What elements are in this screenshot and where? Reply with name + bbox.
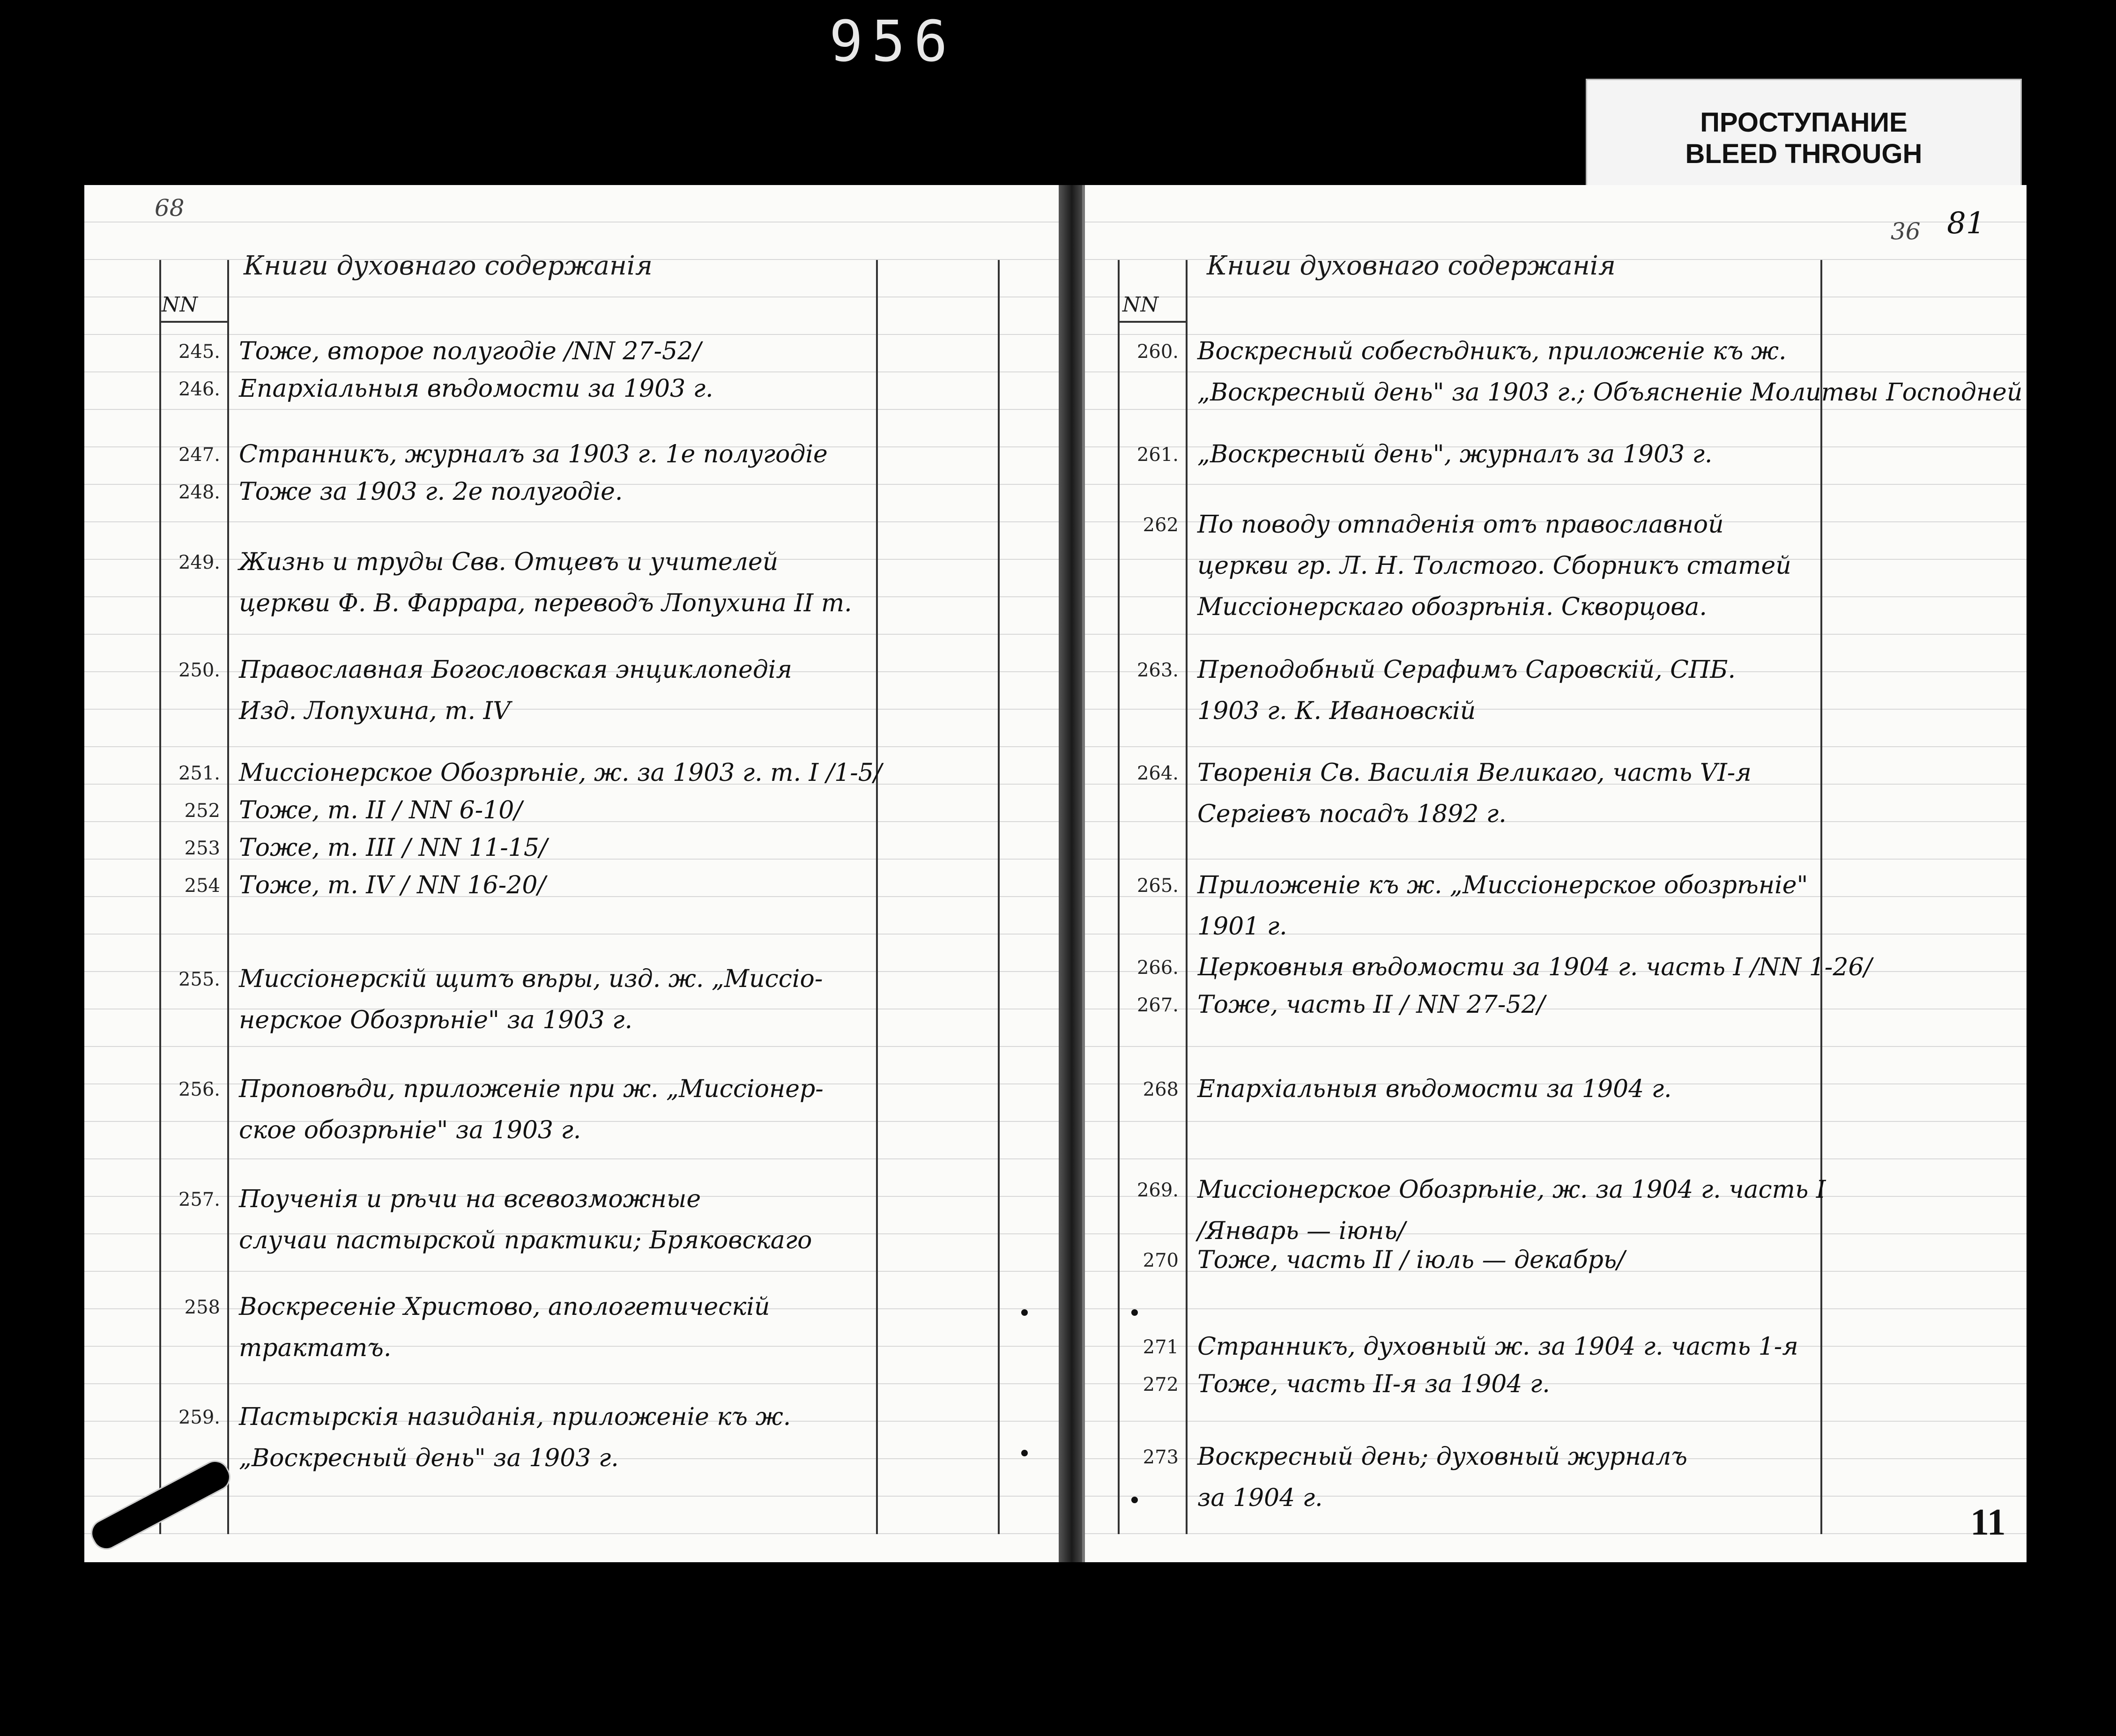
tag-line-english: BLEED THROUGH bbox=[1685, 139, 1923, 169]
entry-number: 263. bbox=[1136, 660, 1179, 681]
entry-title-line: Воскресный день; духовный журналъ bbox=[1197, 1443, 1688, 1471]
left-nn-label: NN bbox=[162, 293, 198, 317]
entry-number: 258 bbox=[184, 1297, 220, 1318]
tag-line-russian: ПРОСТУПАНИЕ bbox=[1700, 107, 1908, 138]
entry-title-line: случаи пастырской практики; Бряковскаго bbox=[239, 1226, 812, 1254]
entry-number: 267. bbox=[1136, 994, 1179, 1016]
right-number-column-rule bbox=[1186, 260, 1188, 1534]
entry-title-line: Жизнь и труды Свв. Отцевъ и учителей bbox=[239, 548, 779, 576]
entry-number: 272 bbox=[1143, 1374, 1179, 1395]
entry-title-line: Церковныя вѣдомости за 1904 г. часть I /NN 1-26/ bbox=[1197, 953, 1872, 981]
right-header-rule bbox=[1118, 321, 1186, 323]
entry-title-line: Тоже, второе полугодіе /NN 27-52/ bbox=[239, 337, 701, 365]
entry-title-line: Православная Богословская энциклопедія bbox=[239, 656, 792, 684]
entry-number: 261. bbox=[1136, 444, 1179, 466]
entry-number: 253 bbox=[184, 838, 220, 859]
entry-title-line: Тоже, часть II-я за 1904 г. bbox=[1197, 1370, 1550, 1398]
entry-number: 269. bbox=[1136, 1180, 1179, 1201]
entry-number: 266. bbox=[1136, 957, 1179, 979]
right-page bbox=[1082, 185, 2027, 1562]
entry-title-line: „Воскресный день" за 1903 г. bbox=[239, 1444, 619, 1472]
entry-number: 252 bbox=[184, 800, 220, 822]
entry-number: 246. bbox=[178, 378, 220, 400]
right-page-header: Книги духовнаго содержанія bbox=[1207, 251, 1616, 281]
entry-title-line: Воскресеніе Христово, апологетическій bbox=[239, 1293, 770, 1321]
entry-title-line: Поученія и рѣчи на всевозможные bbox=[239, 1185, 701, 1213]
entry-title-line: Тоже, часть II / NN 27-52/ bbox=[1197, 991, 1545, 1019]
entry-number: 249. bbox=[178, 552, 220, 573]
entry-title-line: Епархіальныя вѣдомости за 1904 г. bbox=[1197, 1075, 1672, 1103]
entry-title-line: нерское Обозрѣніе" за 1903 г. bbox=[239, 1006, 632, 1034]
entry-title-line: По поводу отпаденія отъ православной bbox=[1197, 511, 1724, 539]
entry-title-line: Тоже за 1903 г. 2е полугодіе. bbox=[239, 478, 623, 506]
right-page-folio: 81 bbox=[1947, 206, 1985, 241]
bleed-through-tag bbox=[1586, 79, 2022, 199]
entry-number: 259. bbox=[178, 1407, 220, 1428]
entry-title-line: „Воскресный день" за 1903 г.; Объясненіе Молитвы Господней bbox=[1197, 378, 2023, 407]
left-right-column-rule bbox=[876, 260, 878, 1534]
entry-number: 271 bbox=[1143, 1336, 1179, 1358]
entry-title-line: Изд. Лопухина, т. IV bbox=[239, 697, 511, 725]
entry-number: 255. bbox=[178, 969, 220, 990]
entry-number: 256. bbox=[178, 1079, 220, 1100]
entry-number: 247. bbox=[178, 444, 220, 466]
right-right-column-rule bbox=[1820, 260, 1822, 1534]
entry-number: 260. bbox=[1136, 341, 1179, 363]
frame-number: 11 bbox=[1970, 1502, 2006, 1543]
film-number: 956 bbox=[829, 9, 956, 74]
entry-title-line: Миссіонерское Обозрѣніе, ж. за 1904 г. часть I bbox=[1197, 1176, 1826, 1204]
ink-mark bbox=[1131, 1497, 1138, 1503]
entry-number: 248. bbox=[178, 482, 220, 503]
left-page-folio: 68 bbox=[155, 194, 185, 222]
open-ledger-book bbox=[84, 185, 2024, 1562]
entry-title-line: церкви гр. Л. Н. Толстого. Сборникъ статей bbox=[1197, 552, 1791, 580]
entry-number: 268 bbox=[1143, 1079, 1179, 1100]
entry-title-line: Преподобный Серафимъ Саровскій, СПБ. bbox=[1197, 656, 1736, 684]
entry-number: 264. bbox=[1136, 763, 1179, 784]
entry-number: 245. bbox=[178, 341, 220, 363]
ink-mark bbox=[1021, 1450, 1028, 1456]
right-page-folio-pencil: 36 bbox=[1891, 218, 1921, 245]
entry-title-line: Пастырскія назиданія, приложеніе къ ж. bbox=[239, 1403, 791, 1431]
entry-title-line: Тоже, т. III / NN 11-15/ bbox=[239, 834, 548, 862]
entry-title-line: ское обозрѣніе" за 1903 г. bbox=[239, 1116, 581, 1144]
entry-title-line: 1901 г. bbox=[1197, 913, 1287, 941]
entry-title-line: Приложеніе къ ж. „Миссіонерское обозрѣніе" bbox=[1197, 871, 1808, 899]
right-nn-label: NN bbox=[1122, 293, 1158, 317]
entry-title-line: Тоже, часть II / іюль — декабрь/ bbox=[1197, 1246, 1625, 1274]
left-header-rule bbox=[159, 321, 227, 323]
entry-number: 262 bbox=[1143, 514, 1179, 536]
entry-title-line: трактатъ. bbox=[239, 1334, 392, 1362]
ink-mark bbox=[1131, 1309, 1138, 1316]
entry-title-line: „Воскресный день", журналъ за 1903 г. bbox=[1197, 440, 1713, 468]
entry-title-line: 1903 г. К. Ивановскій bbox=[1197, 697, 1476, 725]
entry-title-line: церкви Ф. В. Фаррара, переводъ Лопухина II т. bbox=[239, 589, 852, 617]
entry-title-line: Миссіонерскаго обозрѣнія. Скворцова. bbox=[1197, 593, 1707, 621]
entry-title-line: Странникъ, духовный ж. за 1904 г. часть 1-я bbox=[1197, 1333, 1798, 1361]
left-page bbox=[84, 185, 1062, 1562]
entry-number: 270 bbox=[1143, 1250, 1179, 1271]
entry-title-line: Тоже, т. II / NN 6-10/ bbox=[239, 796, 522, 824]
entry-title-line: Воскресный собесѣдникъ, приложеніе къ ж. bbox=[1197, 337, 1787, 365]
left-page-header: Книги духовнаго содержанія bbox=[244, 251, 653, 281]
entry-title-line: за 1904 г. bbox=[1197, 1484, 1323, 1512]
entry-title-line: Тоже, т. IV / NN 16-20/ bbox=[239, 871, 546, 899]
entry-title-line: Миссіонерскій щитъ вѣры, изд. ж. „Миссіо- bbox=[239, 965, 823, 993]
entry-number: 257. bbox=[178, 1189, 220, 1210]
entry-number: 273 bbox=[1143, 1447, 1179, 1468]
entry-title-line: Епархіальныя вѣдомости за 1903 г. bbox=[239, 375, 713, 403]
book-gutter bbox=[1059, 185, 1085, 1562]
left-number-column-rule bbox=[227, 260, 229, 1534]
entry-number: 251. bbox=[178, 763, 220, 784]
entry-number: 254 bbox=[184, 875, 220, 897]
ink-mark bbox=[1021, 1309, 1028, 1316]
entry-title-line: Проповѣди, приложеніе при ж. „Миссіонер- bbox=[239, 1075, 824, 1103]
left-outer-rule bbox=[998, 260, 1000, 1534]
entry-title-line: Творенія Св. Василія Великаго, часть VI-я bbox=[1197, 759, 1752, 787]
entry-title-line: Сергіевъ посадъ 1892 г. bbox=[1197, 800, 1507, 828]
entry-title-line: Странникъ, журналъ за 1903 г. 1е полугодіе bbox=[239, 440, 828, 468]
entry-number: 265. bbox=[1136, 875, 1179, 897]
entry-number: 250. bbox=[178, 660, 220, 681]
entry-title-line: /Январь — іюнь/ bbox=[1197, 1217, 1406, 1245]
entry-title-line: Миссіонерское Обозрѣніе, ж. за 1903 г. т. I /1-5/ bbox=[239, 759, 882, 787]
